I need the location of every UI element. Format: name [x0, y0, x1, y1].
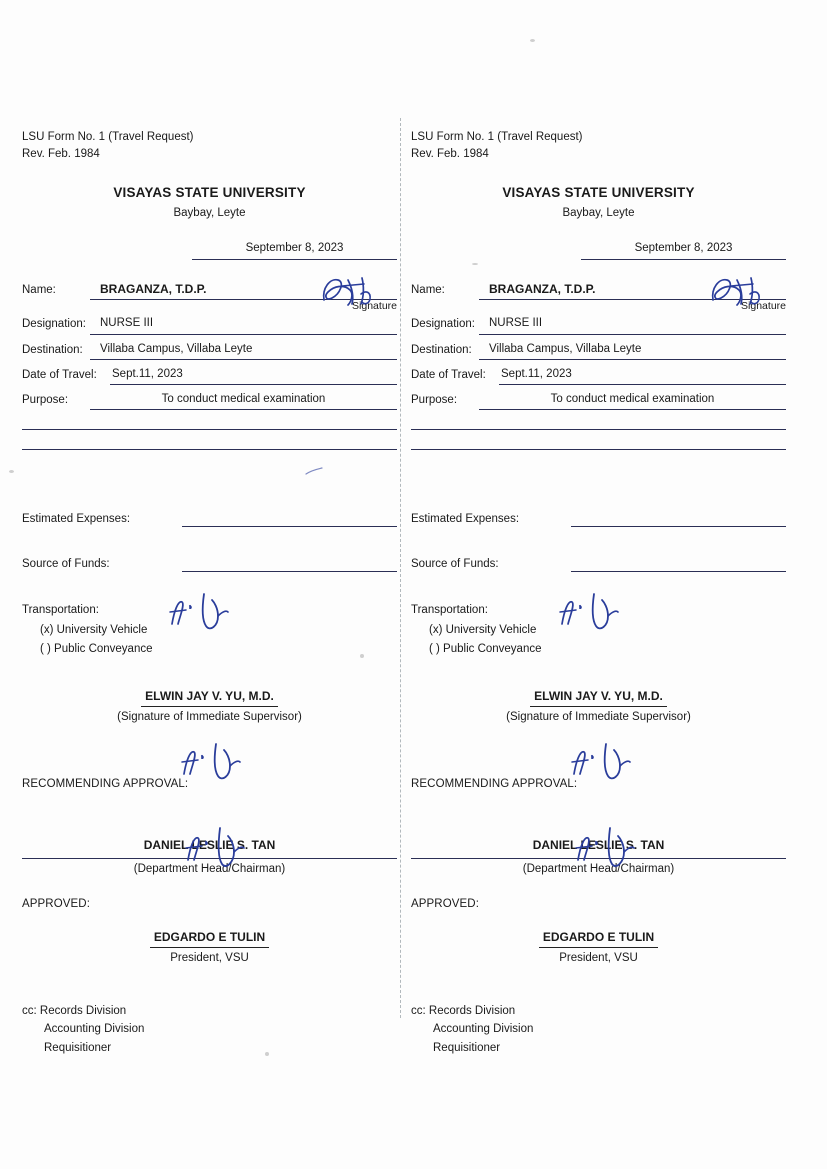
- university-city: Baybay, Leyte: [562, 207, 635, 220]
- name-value: BRAGANZA, T.D.P.: [479, 282, 786, 301]
- purpose-extra-line-2: [411, 449, 786, 450]
- university-name: VISAYAS STATE UNIVERSITY: [502, 185, 695, 201]
- supervisor-block: [22, 689, 397, 725]
- designation-row: [22, 316, 397, 334]
- scan-speck: [9, 470, 14, 473]
- purpose-value: To conduct medical examination: [90, 392, 397, 410]
- purpose-row: [411, 392, 786, 410]
- source-of-funds-label: Source of Funds:: [411, 558, 499, 571]
- purpose-row: [22, 392, 397, 410]
- name-value: BRAGANZA, T.D.P.: [90, 282, 397, 301]
- supervisor-name: ELWIN JAY V. YU, M.D.: [141, 689, 278, 707]
- department-head-role: (Department Head/Chairman): [133, 862, 286, 875]
- form-number: LSU Form No. 1 (Travel Request): [411, 131, 583, 143]
- destination-label: Destination:: [411, 343, 472, 356]
- source-of-funds-value: [182, 571, 397, 572]
- cc-block: [22, 1004, 397, 1056]
- cc-line-2: Accounting Division: [44, 1023, 145, 1036]
- designation-value: NURSE III: [90, 316, 397, 334]
- source-of-funds-row: [411, 557, 786, 572]
- president-name: EDGARDO E TULIN: [539, 930, 658, 948]
- travel-request-copy-right: [411, 130, 786, 1056]
- destination-label: Destination:: [22, 343, 83, 356]
- estimated-expenses-row: [411, 512, 786, 527]
- destination-value: Villaba Campus, Villaba Leyte: [479, 342, 786, 360]
- date-of-travel-value: Sept.11, 2023: [499, 367, 786, 385]
- date-line: [22, 241, 397, 259]
- estimated-expenses-label: Estimated Expenses:: [22, 513, 131, 526]
- name-row: [411, 281, 786, 312]
- supervisor-name: ELWIN JAY V. YU, M.D.: [530, 689, 667, 707]
- supervisor-role: (Signature of Immediate Supervisor): [506, 710, 691, 723]
- signature-caption: Signature: [352, 299, 397, 312]
- purpose-extra-line-1: [411, 429, 786, 430]
- scan-speck: [530, 39, 535, 42]
- purpose-value: To conduct medical examination: [479, 392, 786, 410]
- cc-line-1: cc: Records Division: [411, 1005, 516, 1018]
- option-university-vehicle[interactable]: (x) University Vehicle: [429, 623, 537, 636]
- option-university-vehicle[interactable]: (x) University Vehicle: [40, 623, 148, 636]
- option-public-conveyance[interactable]: ( ) Public Conveyance: [40, 642, 153, 655]
- president-block: [411, 930, 786, 966]
- university-city: Baybay, Leyte: [173, 207, 246, 220]
- date-of-travel-row: [411, 367, 786, 385]
- designation-label: Designation:: [411, 318, 475, 331]
- date-line: [411, 241, 786, 259]
- estimated-expenses-label: Estimated Expenses:: [411, 513, 520, 526]
- designation-value: NURSE III: [479, 316, 786, 334]
- designation-row: [411, 316, 786, 334]
- signature-caption: Signature: [741, 299, 786, 312]
- date-of-travel-row: [22, 367, 397, 385]
- source-of-funds-value: [571, 571, 786, 572]
- cc-line-1: cc: Records Division: [22, 1005, 127, 1018]
- date-of-travel-value: Sept.11, 2023: [110, 367, 397, 385]
- source-of-funds-label: Source of Funds:: [22, 558, 110, 571]
- date-of-travel-label: Date of Travel:: [411, 368, 486, 381]
- destination-value: Villaba Campus, Villaba Leyte: [90, 342, 397, 360]
- cc-block: [411, 1004, 786, 1056]
- name-row: [22, 281, 397, 312]
- name-label: Name:: [411, 284, 445, 297]
- supervisor-role: (Signature of Immediate Supervisor): [117, 710, 302, 723]
- department-head-name: DANIEL LESLIE S. TAN: [532, 838, 665, 853]
- destination-row: [22, 342, 397, 360]
- travel-request-copy-left: [22, 130, 397, 1056]
- recommending-approval-label: RECOMMENDING APPROVAL:: [411, 777, 578, 790]
- purpose-extra-line-2: [22, 449, 397, 450]
- president-block: [22, 930, 397, 966]
- cc-line-3: Requisitioner: [433, 1041, 501, 1054]
- destination-row: [411, 342, 786, 360]
- form-revision: Rev. Feb. 1984: [22, 148, 100, 161]
- option-public-conveyance[interactable]: ( ) Public Conveyance: [429, 642, 542, 655]
- department-head-block: [411, 838, 786, 877]
- department-head-block: [22, 838, 397, 877]
- president-name: EDGARDO E TULIN: [150, 930, 269, 948]
- approved-label: APPROVED:: [22, 898, 91, 911]
- department-head-rule: [411, 858, 786, 859]
- recommending-approval-label: RECOMMENDING APPROVAL:: [22, 777, 189, 790]
- president-role: President, VSU: [170, 952, 249, 965]
- transportation-label: Transportation:: [22, 604, 99, 617]
- form-revision: Rev. Feb. 1984: [411, 148, 489, 161]
- approved-label: APPROVED:: [411, 898, 480, 911]
- cc-line-3: Requisitioner: [44, 1041, 112, 1054]
- department-head-name: DANIEL LESLIE S. TAN: [143, 838, 276, 853]
- department-head-role: (Department Head/Chairman): [522, 862, 675, 875]
- purpose-extra-line-1: [22, 429, 397, 430]
- fold-line: [400, 118, 401, 1018]
- university-name: VISAYAS STATE UNIVERSITY: [113, 185, 306, 201]
- date-value: September 8, 2023: [581, 241, 786, 259]
- name-label: Name:: [22, 284, 56, 297]
- purpose-label: Purpose:: [22, 393, 69, 406]
- president-role: President, VSU: [559, 952, 638, 965]
- transportation-label: Transportation:: [411, 604, 488, 617]
- supervisor-block: [411, 689, 786, 725]
- cc-line-2: Accounting Division: [433, 1023, 534, 1036]
- estimated-expenses-value: [571, 526, 786, 527]
- designation-label: Designation:: [22, 318, 86, 331]
- source-of-funds-row: [22, 557, 397, 572]
- form-number: LSU Form No. 1 (Travel Request): [22, 131, 194, 143]
- date-value: September 8, 2023: [192, 241, 397, 259]
- department-head-rule: [22, 858, 397, 859]
- purpose-label: Purpose:: [411, 393, 458, 406]
- estimated-expenses-row: [22, 512, 397, 527]
- estimated-expenses-value: [182, 526, 397, 527]
- date-of-travel-label: Date of Travel:: [22, 368, 97, 381]
